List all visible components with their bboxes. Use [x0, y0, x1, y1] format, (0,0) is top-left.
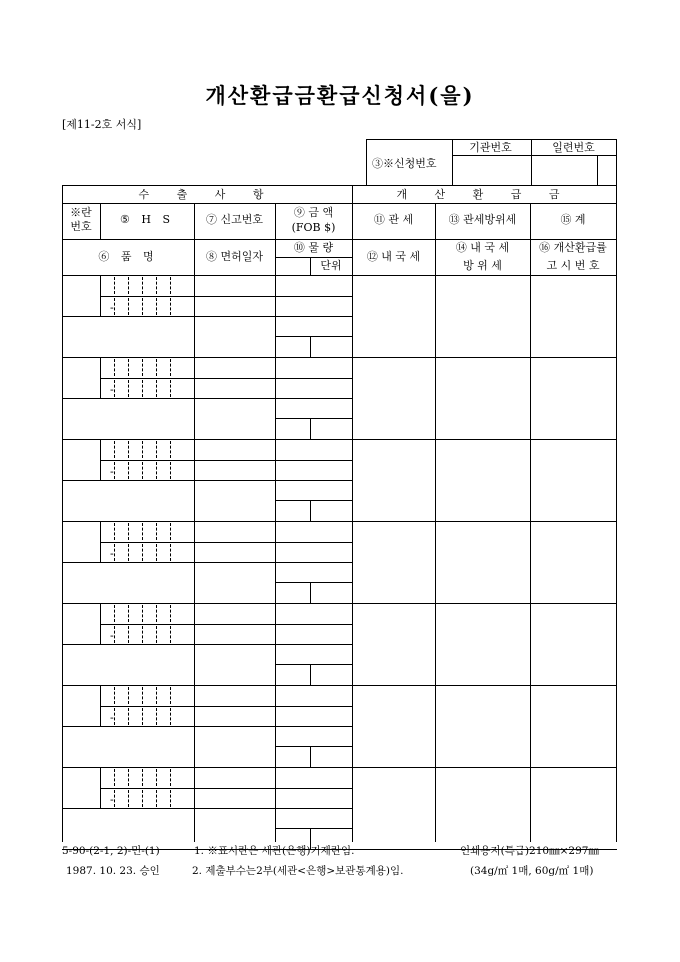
grid-line — [310, 582, 311, 604]
hs-dash: - — [110, 711, 114, 724]
hs-digit-separator — [128, 380, 129, 397]
hs-digit-separator — [156, 380, 157, 397]
hs-digit-separator — [142, 441, 143, 458]
hs-digit-separator — [170, 462, 171, 479]
footer-note-2: 2. 제출부수는2부(세관<은행>보관통계용)임. — [192, 865, 404, 877]
application-box-border — [366, 139, 617, 140]
grid-line — [352, 185, 353, 842]
grid-line — [62, 726, 353, 727]
hs-digit-separator — [142, 523, 143, 540]
application-number-label: ③※신청번호 — [372, 157, 437, 170]
hs-digit-separator — [114, 708, 115, 725]
hs-digit-separator — [128, 708, 129, 725]
export-section-header: 수 출 사 항 — [138, 188, 276, 201]
grid-line — [452, 139, 453, 186]
grid-line — [366, 139, 367, 186]
table-right-border — [616, 185, 617, 842]
grid-line — [597, 155, 598, 186]
hs-digit-separator — [114, 523, 115, 540]
column-license-date: ⑧ 면허일자 — [205, 250, 263, 263]
grid-line — [275, 746, 353, 747]
hs-digit-separator — [142, 298, 143, 315]
hs-digit-separator — [170, 769, 171, 786]
hs-digit-separator — [156, 441, 157, 458]
hs-digit-separator — [142, 769, 143, 786]
hs-digit-separator — [142, 605, 143, 622]
row-divider — [62, 439, 617, 440]
hs-digit-separator — [142, 687, 143, 704]
grid-line — [275, 624, 353, 625]
hs-digit-separator — [142, 380, 143, 397]
grid-line — [275, 706, 353, 707]
hs-digit-separator — [114, 687, 115, 704]
grid-line — [62, 480, 353, 481]
hs-digit-separator — [114, 605, 115, 622]
hs-digit-separator — [128, 544, 129, 561]
hs-digit-separator — [142, 277, 143, 294]
grid-line — [275, 664, 353, 665]
row-divider — [62, 603, 617, 604]
hs-digit-separator — [142, 544, 143, 561]
hs-digit-separator — [142, 359, 143, 376]
hs-dash: - — [110, 547, 114, 560]
grid-line — [275, 257, 353, 258]
column-domestic-surtax-2: 방 위 세 — [463, 259, 502, 272]
hs-digit-separator — [114, 441, 115, 458]
hs-digit-separator — [128, 462, 129, 479]
hs-digit-separator — [156, 708, 157, 725]
hs-digit-separator — [156, 544, 157, 561]
grid-line — [100, 203, 101, 240]
footer-paper: 인쇄용지(특급)210㎜×297㎜ — [460, 845, 599, 857]
hs-digit-separator — [170, 626, 171, 643]
grid-line — [275, 460, 353, 461]
grid-line — [100, 460, 276, 461]
hs-dash: - — [110, 793, 114, 806]
hs-digit-separator — [114, 462, 115, 479]
grid-line — [310, 418, 311, 440]
hs-digit-separator — [128, 790, 129, 807]
column-unit: 단위 — [320, 259, 342, 272]
grid-line — [275, 542, 353, 543]
hs-dash: - — [110, 629, 114, 642]
column-total: ⑮ 계 — [560, 213, 586, 226]
hs-digit-separator — [128, 441, 129, 458]
grid-line — [100, 706, 276, 707]
grid-line — [310, 664, 311, 686]
hs-dash: - — [110, 383, 114, 396]
row-divider — [62, 685, 617, 686]
column-fob: (FOB $) — [291, 221, 336, 234]
hs-digit-separator — [142, 708, 143, 725]
table-header-bottom-border — [62, 275, 617, 276]
hs-digit-separator — [156, 605, 157, 622]
hs-digit-separator — [156, 359, 157, 376]
grid-line — [100, 296, 276, 297]
hs-digit-separator — [156, 687, 157, 704]
table-top-border — [62, 185, 617, 186]
hs-digit-separator — [170, 523, 171, 540]
footer-note-1: 1. ※표시란은 세관(은행)기재란임. — [194, 845, 355, 857]
grid-line — [275, 788, 353, 789]
hs-digit-separator — [170, 298, 171, 315]
row-divider — [62, 521, 617, 522]
hs-digit-separator — [156, 298, 157, 315]
grid-line — [275, 828, 353, 829]
column-customs: ⑪ 관 세 — [373, 213, 414, 226]
hs-digit-separator — [114, 277, 115, 294]
grid-line — [62, 316, 353, 317]
grid-line — [194, 203, 195, 842]
hs-digit-separator — [128, 523, 129, 540]
footer-form-code: 5-90-(2-1, 2)-민-(1) — [62, 845, 160, 857]
agency-number-field[interactable] — [452, 155, 529, 185]
column-declaration-number: ⑦ 신고번호 — [205, 213, 263, 226]
grid-line — [62, 398, 353, 399]
grid-line — [310, 336, 311, 358]
hs-digit-separator — [142, 626, 143, 643]
hs-digit-separator — [114, 790, 115, 807]
hs-digit-separator — [156, 277, 157, 294]
hs-digit-separator — [114, 769, 115, 786]
table-left-border — [62, 185, 63, 842]
column-item-name: ⑥ 품 명 — [98, 250, 158, 263]
grid-line — [62, 644, 353, 645]
agency-number-label: 기관번호 — [469, 141, 512, 154]
footer-approval: 1987. 10. 23. 승인 — [66, 865, 160, 877]
hs-digit-separator — [156, 462, 157, 479]
hs-digit-separator — [142, 462, 143, 479]
hs-digit-separator — [156, 523, 157, 540]
hs-digit-separator — [128, 605, 129, 622]
grid-line — [275, 378, 353, 379]
hs-digit-separator — [114, 359, 115, 376]
column-customs-surtax: ⑬ 관세방위세 — [448, 213, 517, 226]
column-refund-rate: ⑯ 개산환급률 — [539, 241, 607, 254]
grid-line — [435, 203, 436, 842]
refund-section-header: 개 산 환 급 금 — [396, 188, 572, 201]
grid-line — [275, 500, 353, 501]
footer-paper-weight: (34g/㎡ 1매, 60g/㎡ 1매) — [470, 865, 594, 877]
hs-digit-separator — [128, 626, 129, 643]
hs-digit-separator — [170, 605, 171, 622]
hs-digit-separator — [128, 687, 129, 704]
form-title: 개산환급금환급신청서(을) — [205, 83, 475, 108]
serial-number-field[interactable] — [531, 155, 597, 185]
grid-line — [310, 746, 311, 768]
grid-line — [100, 542, 276, 543]
row-divider — [62, 357, 617, 358]
hs-digit-separator — [114, 544, 115, 561]
hs-digit-separator — [156, 626, 157, 643]
grid-line — [275, 296, 353, 297]
hs-digit-separator — [170, 708, 171, 725]
grid-line — [310, 257, 311, 276]
hs-digit-separator — [170, 277, 171, 294]
column-mark-number: 번호 — [70, 220, 92, 233]
grid-line — [530, 203, 531, 842]
grid-line — [616, 139, 617, 186]
column-domestic-surtax: ⑭ 내 국 세 — [455, 241, 510, 254]
hs-digit-separator — [114, 380, 115, 397]
grid-line — [100, 624, 276, 625]
hs-digit-separator — [170, 380, 171, 397]
hs-digit-separator — [170, 441, 171, 458]
column-amount: ⑨ 금 액 — [293, 206, 334, 219]
hs-dash: - — [110, 465, 114, 478]
hs-digit-separator — [128, 277, 129, 294]
hs-digit-separator — [114, 298, 115, 315]
form-number: [제11-2호 서식] — [62, 118, 142, 131]
hs-digit-separator — [128, 359, 129, 376]
serial-number-label: 일련번호 — [552, 141, 595, 154]
hs-digit-separator — [128, 298, 129, 315]
column-domestic-tax: ⑫ 내 국 세 — [366, 250, 421, 263]
grid-line — [275, 582, 353, 583]
hs-digit-separator — [170, 359, 171, 376]
grid-line — [310, 500, 311, 522]
hs-digit-separator — [142, 790, 143, 807]
column-hs: ⑤ H S — [120, 213, 174, 226]
hs-digit-separator — [170, 790, 171, 807]
column-mark: ※란 — [70, 206, 92, 219]
grid-line — [100, 378, 276, 379]
hs-digit-separator — [170, 544, 171, 561]
grid-line — [62, 203, 617, 204]
grid-line — [275, 418, 353, 419]
grid-line — [452, 155, 617, 156]
grid-line — [531, 139, 532, 186]
hs-digit-separator — [128, 769, 129, 786]
grid-line — [275, 336, 353, 337]
hs-digit-separator — [156, 769, 157, 786]
grid-line — [62, 239, 617, 240]
grid-line — [100, 788, 276, 789]
hs-digit-separator — [156, 790, 157, 807]
row-divider — [62, 767, 617, 768]
hs-digit-separator — [170, 687, 171, 704]
grid-line — [62, 562, 353, 563]
hs-dash: - — [110, 301, 114, 314]
grid-line — [62, 808, 353, 809]
column-quantity: ⑩ 물 량 — [293, 241, 334, 254]
column-notice-number: 고 시 번 호 — [546, 259, 600, 272]
hs-digit-separator — [114, 626, 115, 643]
